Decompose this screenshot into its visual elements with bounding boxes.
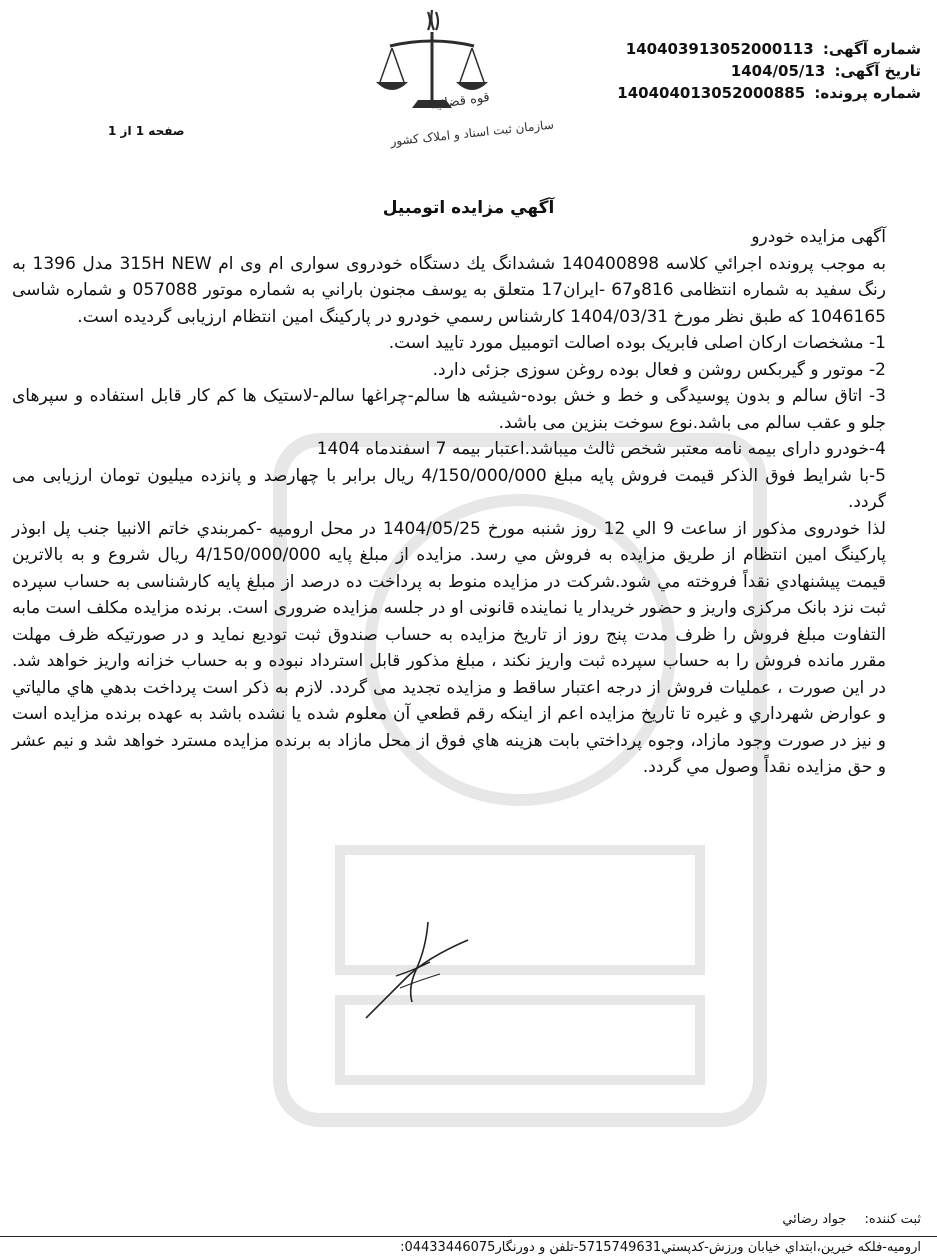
ad-date-row [581,60,921,82]
list-item: 5-با شرايط فوق الذكر قيمت فروش پايه مبلغ 4/150/000/000 ريال برابر با چهارصد و پانزده ميليون تومان ارزيابی می گردد. [12,465,886,512]
list-item: 4-خودرو دارای بيمه نامه معتبر شخص ثالث ميباشد.اعتبار بيمه 7 اسفندماه 1404 [316,439,886,459]
case-number-label: شماره پرونده: [814,84,921,102]
office-address: اروميه-فلكه خيرين،ابتداي خيابان ورزش-كدپستي5715749631-تلفن و دورنگار04433446075: [400,1240,921,1255]
registrar [782,1212,921,1227]
ad-number-label: شماره آگهی: [822,40,921,58]
list-item: 1- مشخصات اركان اصلی فابريک بوده اصالت اتومبيل مورد تاييد است. [388,333,886,353]
judiciary-emblem [368,4,558,164]
intro-paragraph: به موجب پرونده اجرائي كلاسه 140400898 ششدانگ يك دستگاه خودروی سواری ام وی ام 315H NEW مدل 1396 به رنگ سفيد به شماره انتظامی 816و67 -ايران17 متعلق به يوسف مجنون باراني به شماره موتور 057088 و شماره شاسی 1046165 كه طبق نظر مورخ 1404/03/31 كارشناس رسمي خودرو در پاركينگ امين انتظام ارزيابی گرديده است. [12,253,887,327]
footer-divider [0,1236,937,1237]
emblem-organization-text: سازمان ثبت اسناد و املاک کشور [389,117,555,149]
case-number: 140404013052000885 [617,84,806,102]
ad-date: 1404/05/13 [730,62,826,80]
ad-meta [581,38,921,104]
document-body [12,224,886,781]
ad-date-label: تاریخ آگهی: [834,62,921,80]
case-number-row [581,82,921,104]
registrar-label: ثبت كننده: [864,1212,921,1227]
page-indicator: صفحه 1 از 1 [108,124,185,138]
ad-number-row [581,38,921,60]
document-title: آگهي مزايده اتومبيل [382,198,555,218]
emblem-judiciary-text: قوه قضائیه [429,89,491,114]
list-item: 2- موتور و گيربكس روشن و فعال بوده روغن سوزی جزئی دارد. [432,359,886,380]
closing-paragraph: لذا خودروی مذكور از ساعت 9 الي 12 روز شنبه مورخ 1404/05/25 در محل اروميه -كمربندي خاتم الانبيا جنب پل ابوذر پاركينگ امين انتظام از طريق مزايده به فروش مي رسد. مزايده از مبلغ پايه 4/150/000/000 ريال شروع و به بالاترين قيمت پيشنهادي نقداً فروخته مي شود.شركت در مزايده منوط به پرداخت ده درصد از مبلغ پايه كارشناسی به حساب سپرده ثبت نزد بانک مركزی واريز و حضور خريدار يا نماينده قانونی او در جلسه مزايده ضروری است. برنده مزايده مكلف است مابه التفاوت مبلغ فروش را ظرف مدت پنج روز از تاريخ مزايده به حساب صندوق ثبت توديع نمايد و در صورتيكه ظرف مهلت مقرر مانده فروش را به حساب سپرده ثبت واريز نكند ، مبلغ مذكور قابل استرداد نبوده و به حساب خزانه واريز خواهد شد. در اين صورت ، عمليات فروش از درجه اعتبار ساقط و مزايده تجديد می گردد. لازم به ذكر است پرداخت بدهي هاي مالياتي و عوارض شهرداري و غيره تا تاريخ مزايده اعم از اينكه رقم قطعي آن معلوم شده يا نشده باشد به عهده برنده مزايده است و نيز در صورت وجود مازاد، وجوه پرداختي بابت هزينه هاي فوق از محل مازاد به برنده مزايده مسترد خواهد شد و نيم عشر و حق مزايده نقداً وصول مي گردد. [12,518,886,777]
handwritten-signature [356,918,496,1028]
specs-list [12,330,886,516]
intro-heading: آگهی مزایده خودرو [751,227,886,247]
registrar-name: جواد رضائي [782,1212,847,1227]
ad-number: 140403913052000113 [625,40,814,58]
list-item: 3- اتاق سالم و بدون پوسيدگی و خط و خش بوده-شيشه ها سالم-چراغها سالم-لاستيک ها كم كار قابل استفاده و سپرهای جلو و عقب سالم می باشد.نوع سوخت بنزين می باشد. [12,386,886,433]
